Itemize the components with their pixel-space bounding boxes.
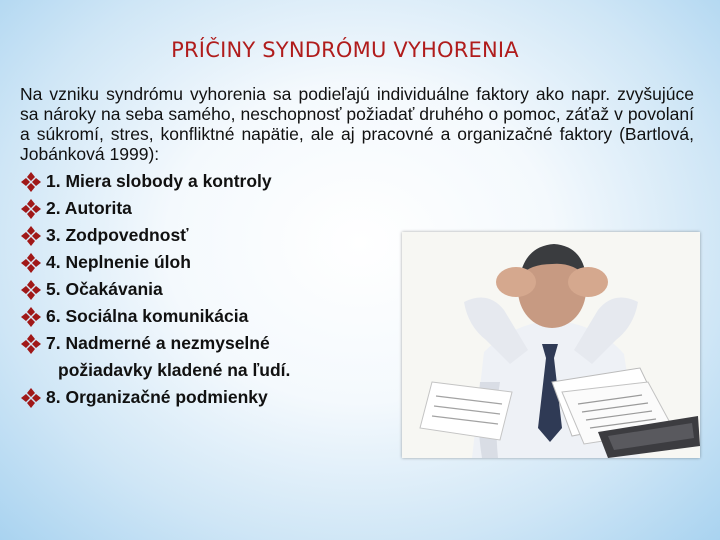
- page-title: PRÍČINY SYNDRÓMU VYHORENIA: [171, 38, 519, 62]
- list-item-text: 1. Miera slobody a kontroly: [46, 171, 272, 191]
- list-item: [20, 249, 290, 276]
- list-item: [20, 330, 290, 357]
- intro-paragraph: Na vzniku syndrómu vyhorenia sa podieľajú individuálne faktory ako napr. zvyšujúce sa nároky na seba samého, neschopnosť požiadať druhého o pomoc, záťaž v povolaní a súkromí, stres, konfliktné napätie, ale aj pracovné a organizačné faktory (Bartlová, Jobánková 1999):: [20, 84, 694, 164]
- list-item: [20, 168, 290, 195]
- causes-list: [20, 168, 290, 411]
- list-item-text: 6. Sociálna komunikácia: [46, 306, 249, 326]
- list-item: [20, 303, 290, 330]
- list-item-text: 8. Organizačné podmienky: [46, 387, 268, 407]
- diamond-bullet-icon: [20, 225, 42, 247]
- list-item-continuation-text: požiadavky kladené na ľudí.: [58, 360, 291, 380]
- diamond-bullet-icon: [20, 198, 42, 220]
- stressed-office-worker-illustration: [402, 232, 700, 458]
- list-item-text: 2. Autorita: [46, 198, 132, 218]
- list-item: [20, 384, 290, 411]
- list-item-text: 3. Zodpovednosť: [46, 225, 189, 245]
- stressed-office-worker-photo: [402, 232, 700, 458]
- list-item: [20, 195, 290, 222]
- list-item: [20, 276, 290, 303]
- diamond-bullet-icon: [20, 306, 42, 328]
- list-item-text: 7. Nadmerné a nezmyselné: [46, 333, 270, 353]
- list-item-text: 5. Očakávania: [46, 279, 163, 299]
- list-item-continuation: [20, 357, 290, 384]
- diamond-bullet-icon: [20, 387, 42, 409]
- diamond-bullet-icon: [20, 333, 42, 355]
- diamond-bullet-icon: [20, 279, 42, 301]
- diamond-bullet-icon: [20, 252, 42, 274]
- list-item: [20, 222, 290, 249]
- diamond-bullet-icon: [20, 171, 42, 193]
- list-item-text: 4. Neplnenie úloh: [46, 252, 191, 272]
